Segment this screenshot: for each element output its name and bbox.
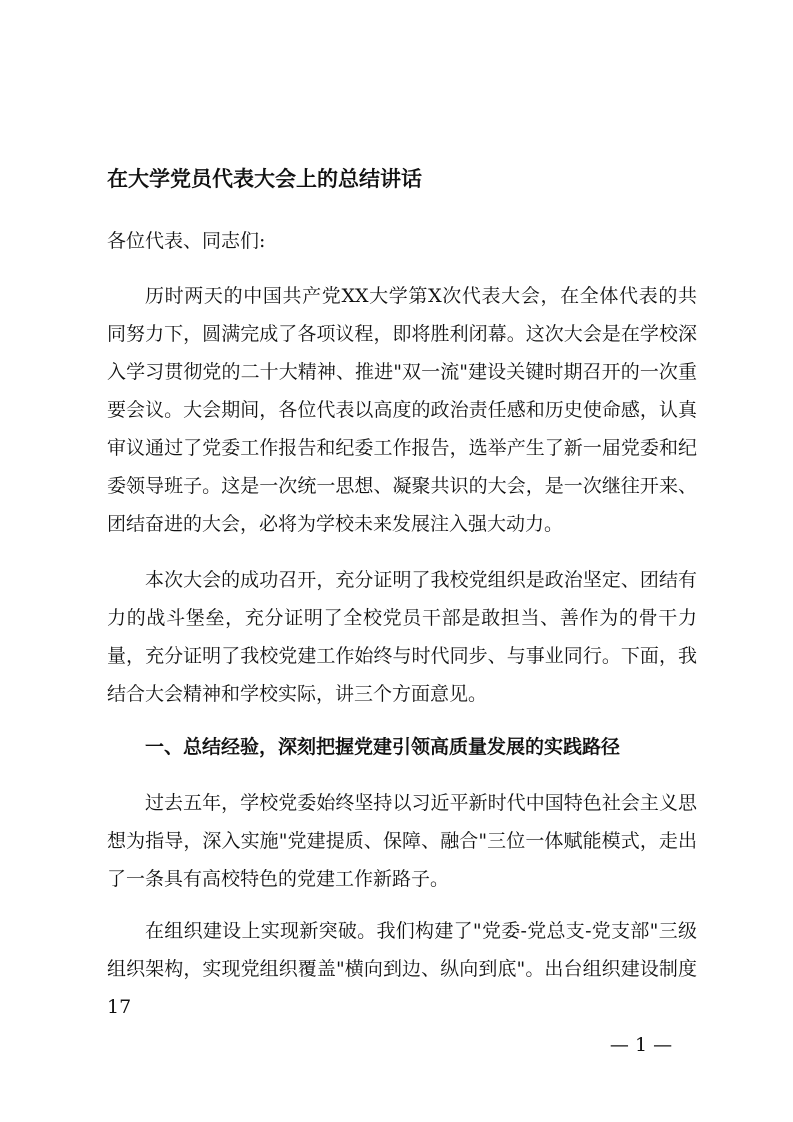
page-number: — 1 — xyxy=(609,1034,673,1056)
document-title: 在大学党员代表大会上的总结讲话 xyxy=(107,167,422,191)
body-paragraph-3: 过去五年，学校党委始终坚持以习近平新时代中国特色社会主义思想为指导，深入实施"党建提质、保障、融合"三位一体赋能模式，走出了一条具有高校特色的党建工作新路子。 xyxy=(107,792,697,890)
section-heading-1: 一、总结经验，深刻把握党建引领高质量发展的实践路径 xyxy=(145,736,621,758)
body-paragraph-4: 在组织建设上实现新突破。我们构建了"党委-党总支-党支部"三级组织架构，实现党组织覆盖"横向到边、纵向到底"。出台组织建设制度17 xyxy=(107,920,697,1018)
body-paragraph-2: 本次大会的成功召开，充分证明了我校党组织是政治坚定、团结有力的战斗堡垒，充分证明了全校党员干部是敢担当、善作为的骨干力量，充分证明了我校党建工作始终与时代同步、与事业同行。下面，我结合大会精神和学校实际，讲三个方面意见。 xyxy=(107,569,697,705)
body-paragraph-1: 历时两天的中国共产党XX大学第X次代表大会，在全体代表的共同努力下，圆满完成了各项议程，即将胜利闭幕。这次大会是在学校深入学习贯彻党的二十大精神、推进"双一流"建设关键时期召开的一次重要会议。大会期间，各位代表以高度的政治责任感和历史使命感，认真审议通过了党委工作报告和纪委工作报告，选举产生了新一届党委和纪委领导班子。这是一次统一思想、凝聚共识的大会，是一次继往开来、团结奋进的大会，必将为学校未来发展注入强大动力。 xyxy=(107,285,697,535)
salutation: 各位代表、同志们: xyxy=(107,230,266,252)
